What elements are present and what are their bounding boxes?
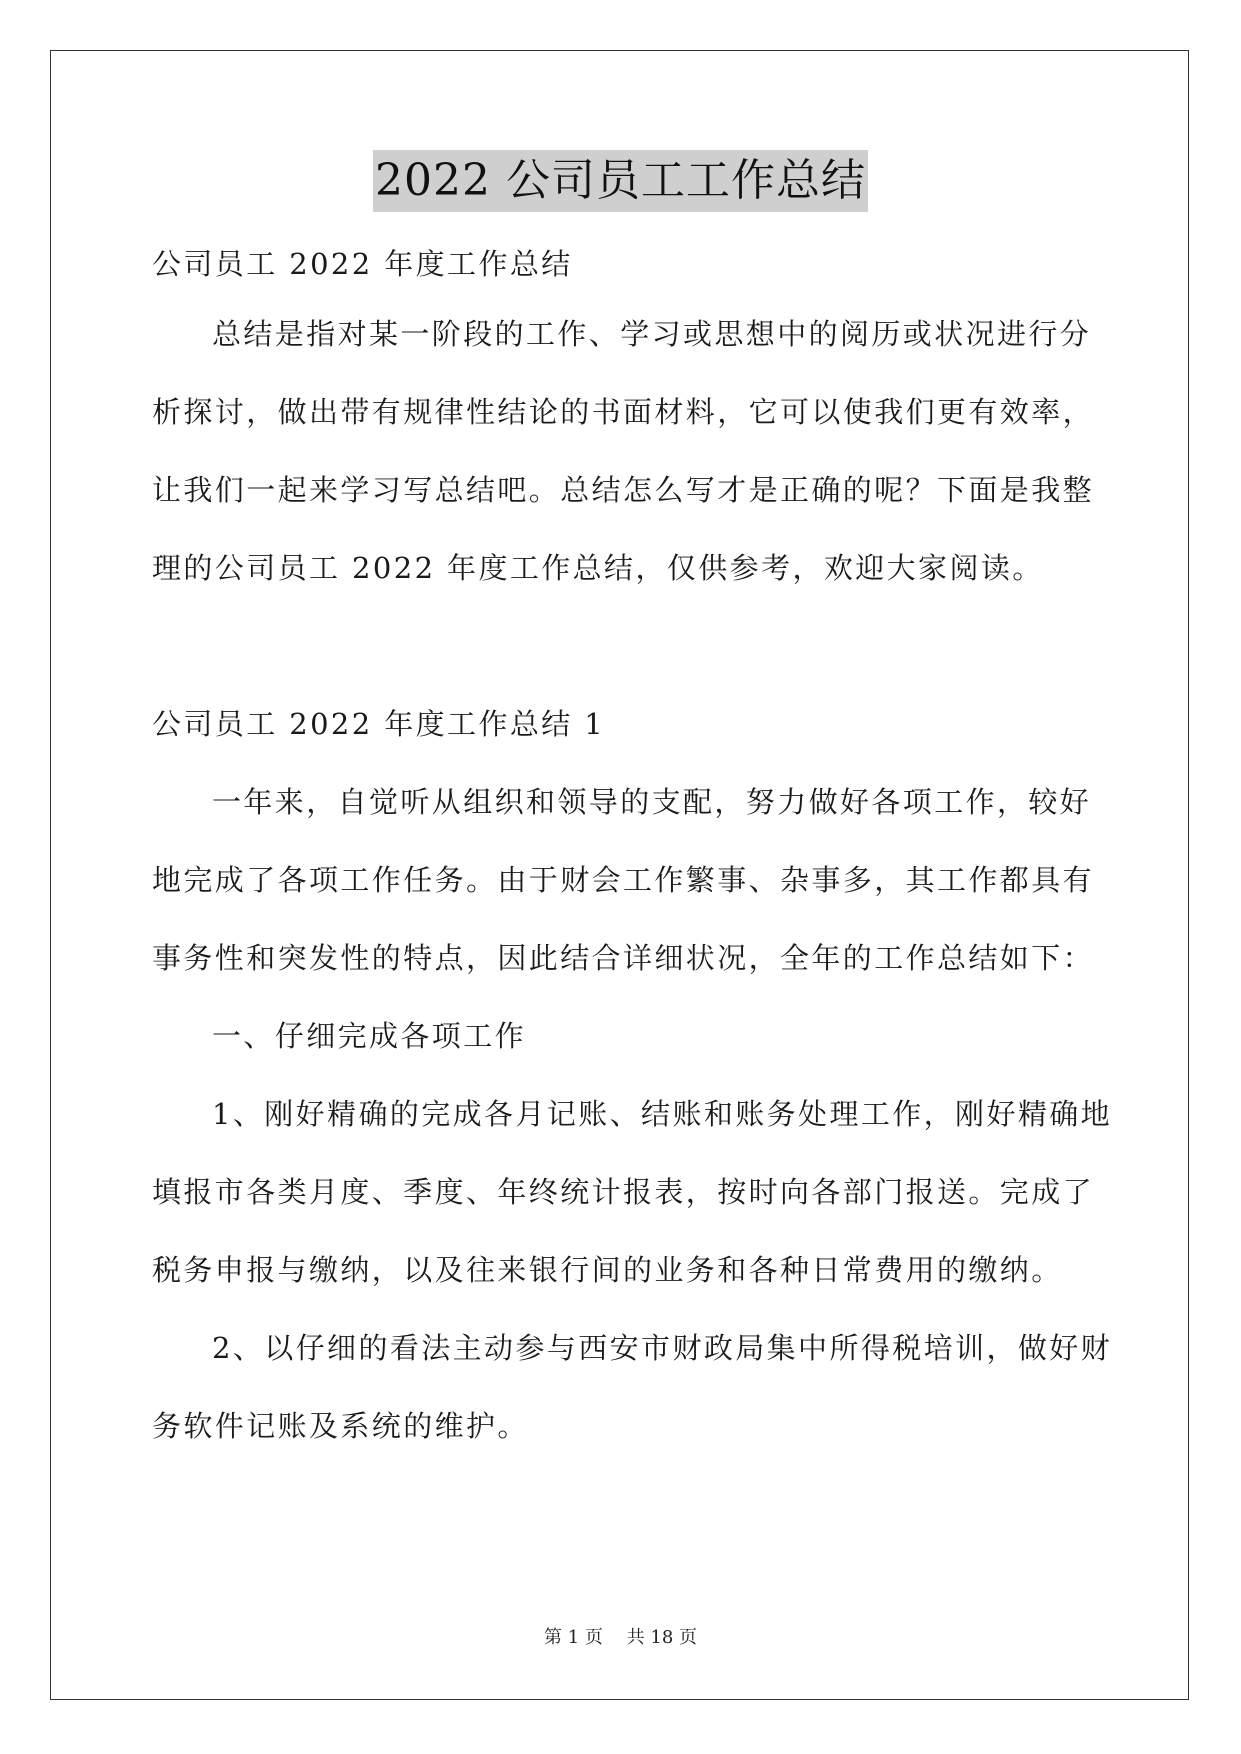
page-footer [0, 1626, 1241, 1650]
paragraph-line: 让我们一起来学习写总结吧。总结怎么写才是正确的呢？下面是我整 [152, 473, 1095, 507]
title-container [0, 150, 1241, 212]
section-heading: 公司员工 2022 年度工作总结 1 [152, 707, 606, 741]
page-number-current: 第 1 页 [544, 1627, 603, 1648]
paragraph-line: 税务申报与缴纳，以及往来银行间的业务和各种日常费用的缴纳。 [152, 1253, 1063, 1287]
section-heading: 公司员工 2022 年度工作总结 [152, 247, 573, 281]
paragraph-line: 2、以仔细的看法主动参与西安市财政局集中所得税培训，做好财 [212, 1331, 1113, 1365]
paragraph-line: 务软件记账及系统的维护。 [152, 1409, 529, 1443]
paragraph-line: 事务性和突发性的特点，因此结合详细状况，全年的工作总结如下： [152, 941, 1095, 975]
paragraph-line: 一年来，自觉听从组织和领导的支配，努力做好各项工作，较好 [212, 785, 1092, 819]
paragraph-line: 地完成了各项工作任务。由于财会工作繁事、杂事多，其工作都具有 [152, 863, 1095, 897]
document-title: 2022 公司员工工作总结 [373, 150, 868, 212]
page-number-total: 共 18 页 [626, 1627, 697, 1648]
paragraph-line: 总结是指对某一阶段的工作、学习或思想中的阅历或状况进行分 [212, 317, 1092, 351]
paragraph-line: 1、刚好精确的完成各月记账、结账和账务处理工作，刚好精确地 [212, 1097, 1113, 1131]
paragraph-line: 析探讨，做出带有规律性结论的书面材料，它可以使我们更有效率， [152, 395, 1095, 429]
paragraph-line: 理的公司员工 2022 年度工作总结，仅供参考，欢迎大家阅读。 [152, 551, 1044, 585]
subsection-heading: 一、仔细完成各项工作 [212, 1019, 527, 1053]
paragraph-line: 填报市各类月度、季度、年终统计报表，按时向各部门报送。完成了 [152, 1175, 1095, 1209]
